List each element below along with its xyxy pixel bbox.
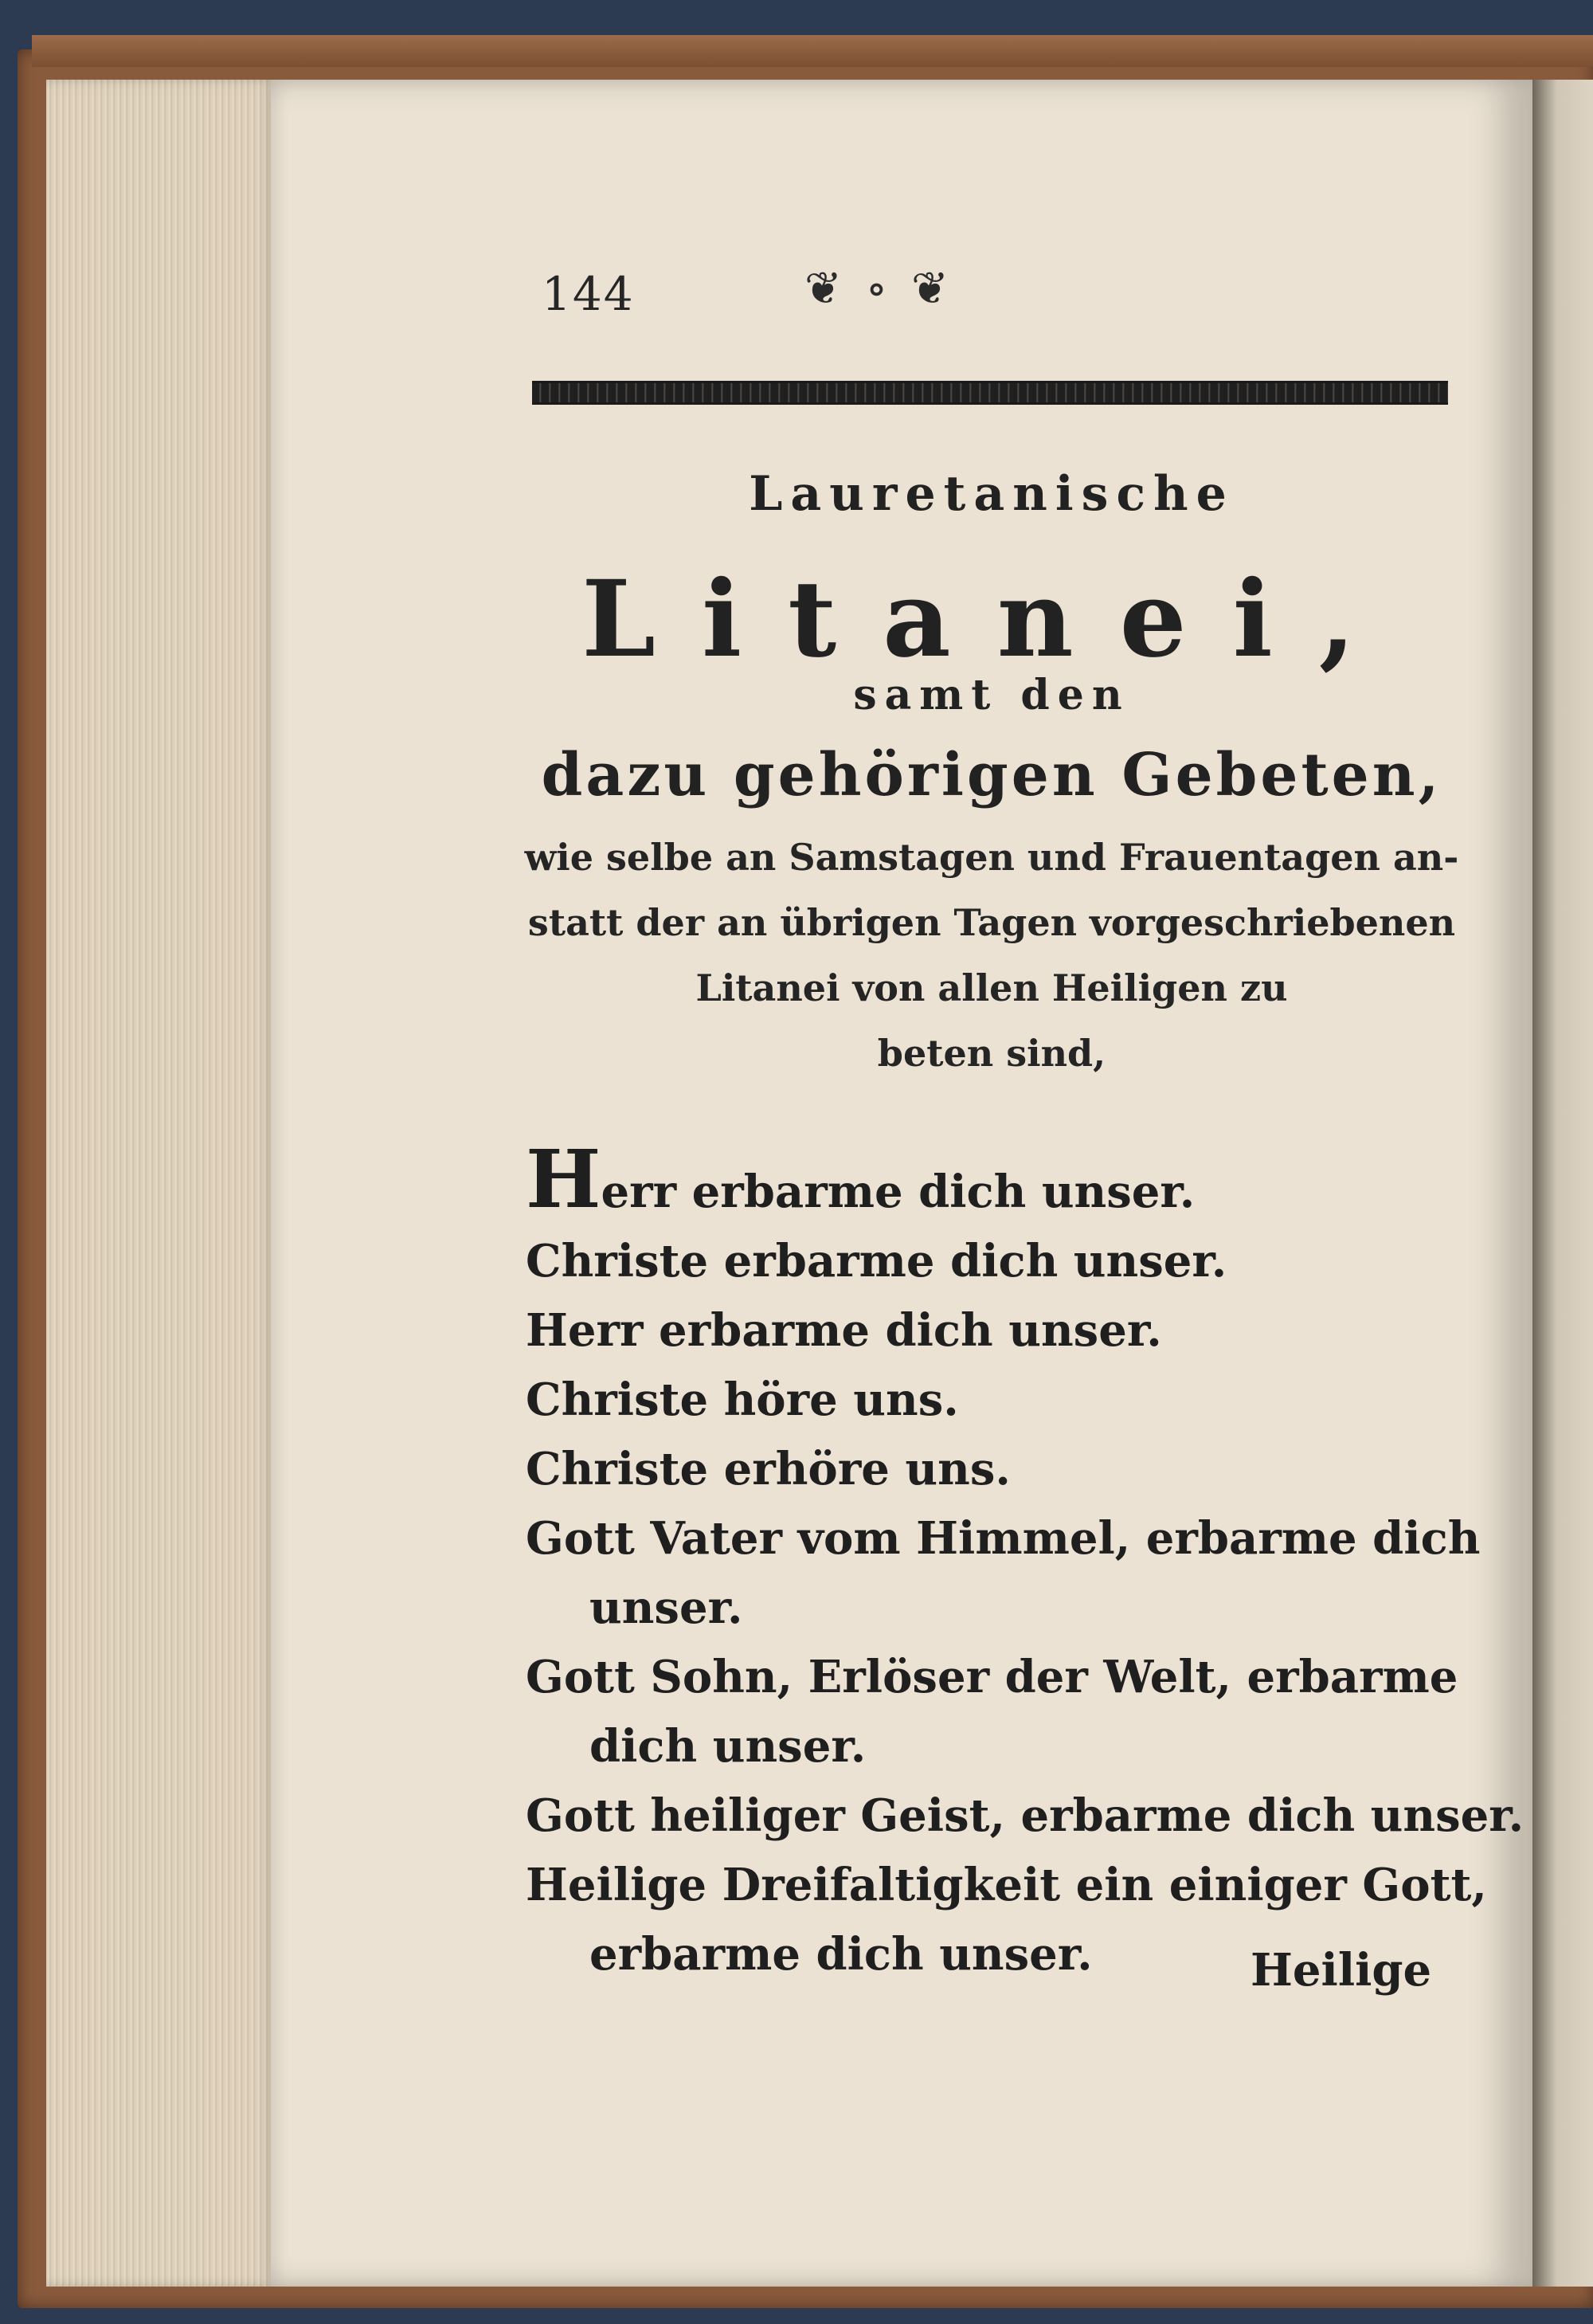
litany-line-first bbox=[526, 1132, 1458, 1227]
page-edges bbox=[46, 80, 277, 2287]
facing-page-edge bbox=[1532, 80, 1593, 2287]
book-cover-top bbox=[32, 35, 1593, 67]
litany-line: Gott Sohn, Erlöser der Welt, erbarme bbox=[526, 1651, 1458, 1703]
litany-text bbox=[526, 1132, 1525, 1989]
drop-cap: H bbox=[526, 1132, 601, 1226]
title-lauretanische: Lauretanische bbox=[749, 466, 1235, 522]
page-number: 144 bbox=[542, 267, 635, 321]
title-dazu: dazu gehörigen Gebeten, bbox=[541, 741, 1442, 809]
litany-line: Christe erhöre uns. bbox=[526, 1443, 1011, 1495]
subtitle-line: Litanei von allen Heiligen zu bbox=[695, 966, 1288, 1009]
ornament-icon: ❦ ∘ ❦ bbox=[804, 263, 953, 315]
subtitle-line: beten sind, bbox=[877, 1032, 1106, 1075]
litany-line: erbarme dich unser. bbox=[589, 1928, 1093, 1981]
litany-line: Gott heiliger Geist, erbarme dich unser. bbox=[526, 1789, 1525, 1842]
litany-line: Herr erbarme dich unser. bbox=[526, 1304, 1162, 1357]
catchword: Heilige bbox=[1251, 1944, 1432, 1997]
litany-line: dich unser. bbox=[589, 1720, 867, 1773]
litany-line-rest: err erbarme dich unser. bbox=[601, 1166, 1196, 1218]
litany-line: unser. bbox=[589, 1581, 743, 1634]
litany-line: Heilige Dreifaltigkeit ein einiger Gott, bbox=[526, 1859, 1487, 1911]
litany-line: Christe höre uns. bbox=[526, 1374, 959, 1426]
litany-line: Gott Vater vom Himmel, erbarme dich bbox=[526, 1512, 1481, 1565]
subtitle-block bbox=[522, 825, 1462, 1086]
header-rule bbox=[532, 381, 1448, 405]
litany-line: Christe erbarme dich unser. bbox=[526, 1235, 1227, 1287]
title-samt-den: samt den bbox=[853, 671, 1130, 719]
title-litanei: Litanei, bbox=[581, 558, 1402, 681]
subtitle-line: statt der an übrigen Tagen vorgeschriebenen bbox=[527, 901, 1456, 944]
subtitle-line: wie selbe an Samstagen und Frauentagen an- bbox=[524, 836, 1459, 879]
